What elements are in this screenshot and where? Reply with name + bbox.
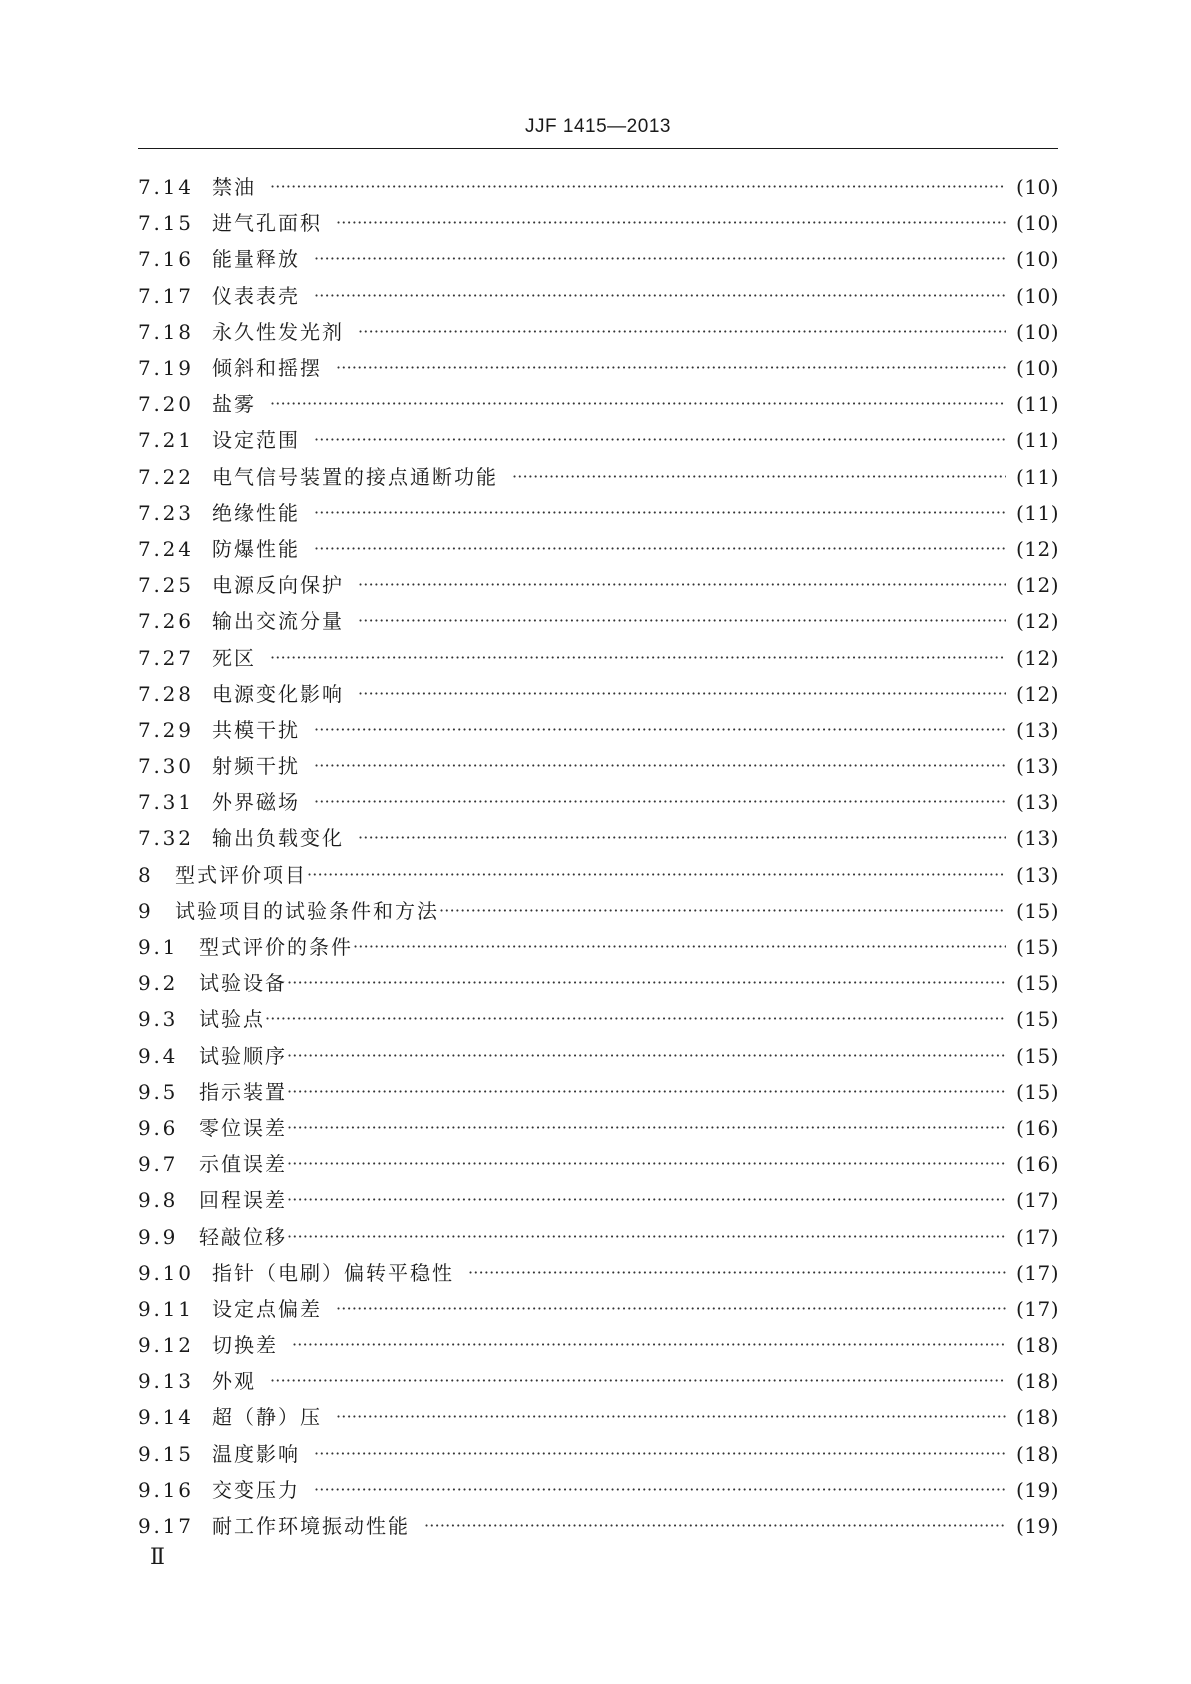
toc-entry-title: 外界磁场 [212, 790, 300, 815]
toc-entry[interactable] [138, 929, 1059, 965]
toc-entry-number: 7.14 [138, 175, 194, 200]
toc-entry[interactable] [138, 1399, 1059, 1435]
toc-entry[interactable] [138, 639, 1059, 675]
toc-entry-number: 9.9 [138, 1224, 179, 1249]
toc-entry-page: (10) [1015, 175, 1059, 200]
toc-entry-page: (10) [1015, 319, 1059, 344]
toc-entry[interactable] [138, 386, 1059, 422]
toc-dot-leader [358, 609, 1006, 633]
toc-entry-page: (11) [1015, 500, 1059, 525]
toc-entry[interactable] [138, 169, 1059, 205]
toc-entry-title: 输出交流分量 [212, 609, 344, 634]
toc-dot-leader [314, 718, 1006, 742]
toc-entry[interactable] [138, 748, 1059, 784]
toc-dot-leader [512, 465, 1006, 489]
toc-entry[interactable] [138, 712, 1059, 748]
toc-entry-page: (17) [1015, 1224, 1059, 1249]
toc-entry-number: 9.11 [138, 1296, 194, 1321]
toc-entry-title: 射频干扰 [212, 754, 300, 779]
toc-entry-number: 8 [138, 862, 154, 887]
toc-entry-number: 9.1 [138, 935, 179, 960]
toc-dot-leader [314, 247, 1006, 271]
toc-entry-page: (15) [1015, 898, 1059, 923]
toc-dot-leader [292, 1333, 1006, 1357]
toc-entry[interactable] [138, 205, 1059, 241]
toc-entry-title: 电源变化影响 [212, 681, 344, 706]
toc-entry[interactable] [138, 603, 1059, 639]
toc-entry-page: (15) [1015, 935, 1059, 960]
toc-entry[interactable] [138, 857, 1059, 893]
toc-entry[interactable] [138, 1363, 1059, 1399]
toc-dot-leader [336, 1405, 1006, 1429]
toc-entry-number: 7.22 [138, 464, 194, 489]
toc-entry-title: 型式评价的条件 [199, 935, 353, 960]
toc-entry[interactable] [138, 893, 1059, 929]
toc-entry-number: 7.25 [138, 573, 194, 598]
toc-entry[interactable] [138, 567, 1059, 603]
toc-dot-leader [314, 501, 1006, 525]
toc-dot-leader [336, 1297, 1006, 1321]
toc-entry-number: 9.3 [138, 1007, 179, 1032]
toc-entry[interactable] [138, 422, 1059, 458]
toc-entry-page: (19) [1015, 1514, 1059, 1539]
toc-entry-number: 7.28 [138, 681, 194, 706]
toc-entry-number: 9.7 [138, 1152, 179, 1177]
toc-entry-title: 防爆性能 [212, 536, 300, 561]
toc-dot-leader [287, 1225, 1006, 1249]
toc-entry[interactable] [138, 1436, 1059, 1472]
toc-entry-number: 7.32 [138, 826, 194, 851]
toc-entry-title: 外观 [212, 1369, 256, 1394]
toc-entry-page: (15) [1015, 1079, 1059, 1104]
toc-entry-number: 9.15 [138, 1441, 194, 1466]
toc-entry[interactable] [138, 1327, 1059, 1363]
toc-entry-page: (19) [1015, 1477, 1059, 1502]
toc-entry-number: 7.30 [138, 754, 194, 779]
toc-entry[interactable] [138, 1110, 1059, 1146]
toc-entry-title: 零位误差 [199, 1115, 287, 1140]
toc-entry-page: (17) [1015, 1296, 1059, 1321]
toc-entry-page: (17) [1015, 1260, 1059, 1285]
toc-entry-number: 9.12 [138, 1333, 194, 1358]
toc-dot-leader [439, 899, 1006, 923]
toc-entry-title: 死区 [212, 645, 256, 670]
toc-entry-number: 7.29 [138, 717, 194, 742]
toc-entry-page: (15) [1015, 1043, 1059, 1068]
toc-entry-page: (12) [1015, 536, 1059, 561]
toc-entry-title: 耐工作环境振动性能 [212, 1514, 410, 1539]
toc-entry[interactable] [138, 1218, 1059, 1254]
toc-entry-title: 指针（电刷）偏转平稳性 [212, 1260, 454, 1285]
toc-dot-leader [270, 1369, 1006, 1393]
toc-entry-page: (17) [1015, 1188, 1059, 1213]
toc-entry-page: (10) [1015, 247, 1059, 272]
toc-dot-leader [265, 1007, 1006, 1031]
toc-entry-number: 9.6 [138, 1115, 179, 1140]
toc-entry-title: 超（静）压 [212, 1405, 322, 1430]
toc-entry-title: 型式评价项目 [175, 862, 307, 887]
toc-entry-page: (12) [1015, 573, 1059, 598]
toc-entry-number: 7.19 [138, 356, 194, 381]
toc-entry-page: (13) [1015, 862, 1059, 887]
toc-entry-title: 永久性发光剂 [212, 319, 344, 344]
toc-entry-page: (12) [1015, 645, 1059, 670]
toc-entry[interactable] [138, 1146, 1059, 1182]
toc-entry[interactable] [138, 1182, 1059, 1218]
toc-entry[interactable] [138, 350, 1059, 386]
toc-entry[interactable] [138, 531, 1059, 567]
toc-dot-leader [358, 826, 1006, 850]
toc-entry-title: 绝缘性能 [212, 500, 300, 525]
toc-entry-page: (10) [1015, 283, 1059, 308]
toc-entry[interactable] [138, 676, 1059, 712]
toc-entry[interactable] [138, 495, 1059, 531]
toc-entry[interactable] [138, 1074, 1059, 1110]
toc-entry-page: (13) [1015, 790, 1059, 815]
toc-entry[interactable] [138, 784, 1059, 820]
toc-entry-title: 试验顺序 [199, 1043, 287, 1068]
toc-entry-number: 7.26 [138, 609, 194, 634]
toc-entry-title: 输出负载变化 [212, 826, 344, 851]
toc-entry-page: (10) [1015, 211, 1059, 236]
toc-entry[interactable] [138, 1291, 1059, 1327]
toc-dot-leader [314, 1442, 1006, 1466]
toc-entry-page: (15) [1015, 971, 1059, 996]
toc-entry-title: 示值误差 [199, 1152, 287, 1177]
toc-dot-leader [468, 1261, 1006, 1285]
toc-entry[interactable] [138, 965, 1059, 1001]
toc-entry-page: (10) [1015, 356, 1059, 381]
toc-entry-title: 试验项目的试验条件和方法 [175, 898, 439, 923]
toc-entry-number: 9.10 [138, 1260, 194, 1285]
toc-entry-title: 仪表表壳 [212, 283, 300, 308]
toc-entry-title: 切换差 [212, 1333, 278, 1358]
toc-entry-title: 电源反向保护 [212, 573, 344, 598]
toc-entry-title: 试验设备 [199, 971, 287, 996]
toc-entry-number: 7.24 [138, 536, 194, 561]
toc-entry-page: (18) [1015, 1333, 1059, 1358]
toc-entry-page: (13) [1015, 754, 1059, 779]
toc-entry-number: 7.21 [138, 428, 194, 453]
toc-dot-leader [358, 320, 1006, 344]
toc-entry-number: 9.4 [138, 1043, 179, 1068]
toc-entry-title: 设定范围 [212, 428, 300, 453]
toc-dot-leader [424, 1514, 1006, 1538]
toc-dot-leader [336, 211, 1006, 235]
toc-entry-number: 9.14 [138, 1405, 194, 1430]
toc-entry-number: 9.17 [138, 1514, 194, 1539]
toc-entry-page: (11) [1015, 392, 1059, 417]
toc-dot-leader [314, 1478, 1006, 1502]
toc-entry-number: 9.13 [138, 1369, 194, 1394]
toc-entry-number: 7.17 [138, 283, 194, 308]
toc-dot-leader [353, 935, 1006, 959]
toc-entry-title: 倾斜和摇摆 [212, 356, 322, 381]
toc-dot-leader [307, 863, 1006, 887]
toc-entry-number: 7.20 [138, 392, 194, 417]
toc-dot-leader [314, 537, 1006, 561]
toc-entry-page: (11) [1015, 464, 1059, 489]
toc-entry-title: 共模干扰 [212, 717, 300, 742]
toc-entry-number: 7.23 [138, 500, 194, 525]
toc-entry-number: 7.15 [138, 211, 194, 236]
toc-dot-leader [270, 392, 1006, 416]
toc-entry-title: 温度影响 [212, 1441, 300, 1466]
toc-dot-leader [287, 1080, 1006, 1104]
toc-entry[interactable] [138, 278, 1059, 314]
toc-entry-number: 9 [138, 898, 154, 923]
toc-entry[interactable] [138, 820, 1059, 856]
toc-entry-page: (18) [1015, 1405, 1059, 1430]
table-of-contents [138, 169, 1059, 1544]
toc-entry-number: 9.2 [138, 971, 179, 996]
toc-entry-number: 7.27 [138, 645, 194, 670]
toc-entry-page: (11) [1015, 428, 1059, 453]
toc-entry-number: 9.16 [138, 1477, 194, 1502]
toc-entry-title: 设定点偏差 [212, 1296, 322, 1321]
toc-entry-title: 禁油 [212, 175, 256, 200]
toc-entry-title: 回程误差 [199, 1188, 287, 1213]
toc-entry-number: 9.8 [138, 1188, 179, 1213]
toc-entry[interactable] [138, 1001, 1059, 1037]
toc-dot-leader [287, 1152, 1006, 1176]
toc-entry-title: 轻敲位移 [199, 1224, 287, 1249]
toc-entry-number: 9.5 [138, 1079, 179, 1104]
toc-dot-leader [314, 284, 1006, 308]
toc-entry-page: (12) [1015, 609, 1059, 634]
toc-entry-title: 交变压力 [212, 1477, 300, 1502]
toc-entry-title: 进气孔面积 [212, 211, 322, 236]
toc-entry[interactable] [138, 241, 1059, 277]
toc-dot-leader [287, 1044, 1006, 1068]
toc-dot-leader [358, 682, 1006, 706]
toc-dot-leader [270, 646, 1006, 670]
toc-entry-title: 指示装置 [199, 1079, 287, 1104]
toc-entry[interactable] [138, 1255, 1059, 1291]
toc-dot-leader [287, 1188, 1006, 1212]
toc-dot-leader [314, 790, 1006, 814]
toc-entry-number: 7.16 [138, 247, 194, 272]
toc-entry-page: (16) [1015, 1115, 1059, 1140]
toc-entry-page: (16) [1015, 1152, 1059, 1177]
toc-dot-leader [287, 971, 1006, 995]
toc-entry-number: 7.31 [138, 790, 194, 815]
toc-entry-title: 试验点 [199, 1007, 265, 1032]
toc-entry-number: 7.18 [138, 319, 194, 344]
toc-dot-leader [358, 573, 1006, 597]
toc-entry-title: 盐雾 [212, 392, 256, 417]
toc-entry-title: 电气信号装置的接点通断功能 [212, 464, 498, 489]
toc-dot-leader [314, 428, 1006, 452]
toc-entry[interactable] [138, 1472, 1059, 1508]
toc-dot-leader [287, 1116, 1006, 1140]
page-number: Ⅱ [150, 1545, 165, 1570]
toc-entry-page: (18) [1015, 1441, 1059, 1466]
toc-dot-leader [270, 175, 1006, 199]
toc-entry-page: (18) [1015, 1369, 1059, 1394]
toc-entry-page: (13) [1015, 717, 1059, 742]
running-header: JJF 1415—2013 [525, 116, 671, 137]
toc-entry-title: 能量释放 [212, 247, 300, 272]
toc-dot-leader [314, 754, 1006, 778]
toc-entry[interactable] [138, 1038, 1059, 1074]
toc-entry-page: (15) [1015, 1007, 1059, 1032]
toc-entry-page: (13) [1015, 826, 1059, 851]
toc-dot-leader [336, 356, 1006, 380]
header-rule [138, 148, 1058, 149]
toc-entry[interactable] [138, 459, 1059, 495]
toc-entry[interactable] [138, 1508, 1059, 1544]
toc-entry[interactable] [138, 314, 1059, 350]
toc-entry-page: (12) [1015, 681, 1059, 706]
